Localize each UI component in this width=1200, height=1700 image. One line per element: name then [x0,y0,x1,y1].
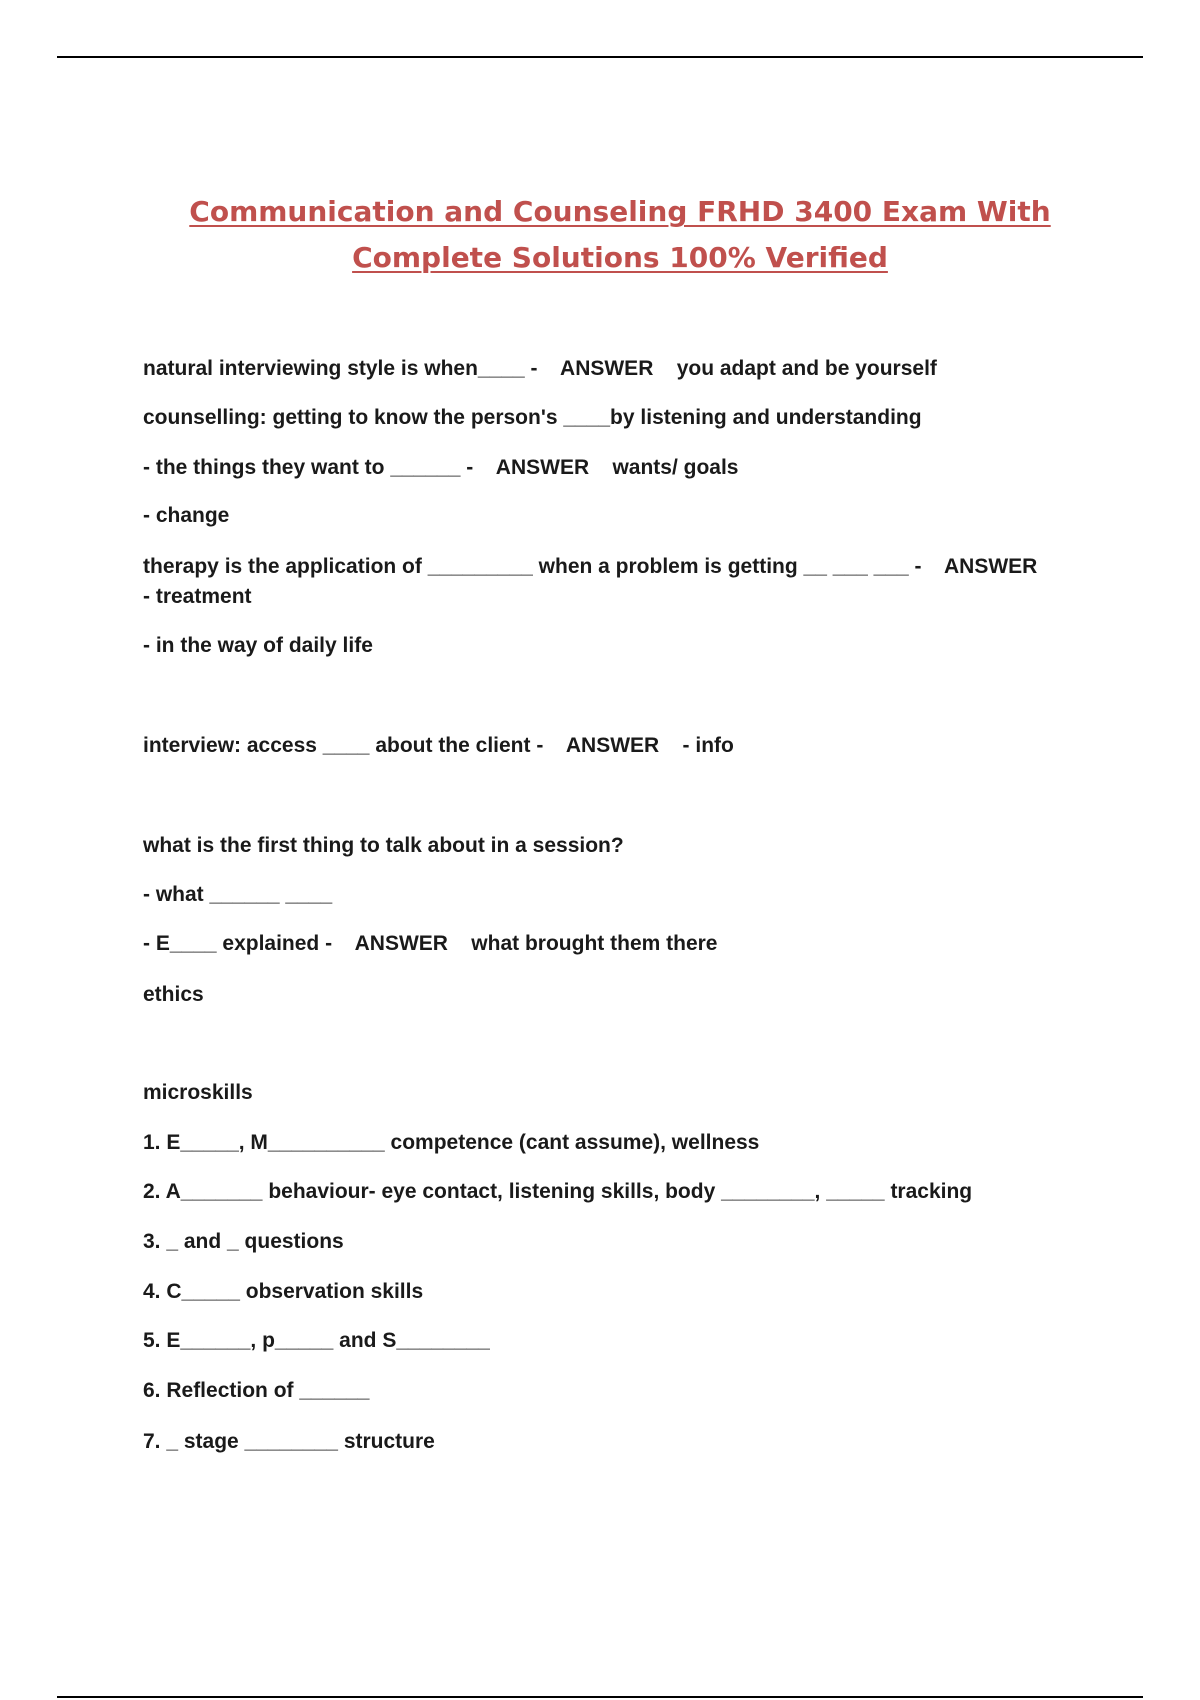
qa-line: - E____ explained - ANSWER what brought them there [143,932,718,955]
qa-line: - in the way of daily life [143,634,373,657]
list-item: 7. _ stage ________ structure [143,1430,435,1453]
list-item: 5. E______, p_____ and S________ [143,1329,490,1352]
document-title-line-2: Complete Solutions 100% Verified [352,241,888,274]
list-item: 4. C_____ observation skills [143,1280,424,1303]
qa-line: what is the first thing to talk about in a session? [143,834,624,857]
qa-line: - what ______ ____ [143,883,333,906]
qa-line: - treatment [143,585,252,608]
qa-line: counselling: getting to know the person's ____by listening and understanding [143,406,922,429]
page-top-rule [57,56,1143,58]
page-bottom-rule [57,1696,1143,1698]
qa-line: natural interviewing style is when____ - ANSWER you adapt and be yourself [143,357,937,380]
qa-line: - the things they want to ______ - ANSWER wants/ goals [143,456,739,479]
list-item: 3. _ and _ questions [143,1230,344,1253]
qa-line: interview: access ____ about the client - ANSWER - info [143,734,734,757]
qa-line: ethics [143,983,204,1006]
qa-line: microskills [143,1081,253,1104]
qa-line: therapy is the application of _________ when a problem is getting __ ___ ___ - ANSWER [143,555,1038,578]
document-title-line-1: Communication and Counseling FRHD 3400 Exam With [189,195,1051,228]
list-item: 6. Reflection of ______ [143,1379,370,1402]
list-item: 1. E_____, M__________ competence (cant assume), wellness [143,1131,760,1154]
qa-line: - change [143,504,230,527]
list-item: 2. A_______ behaviour- eye contact, listening skills, body ________, _____ tracking [143,1180,973,1203]
